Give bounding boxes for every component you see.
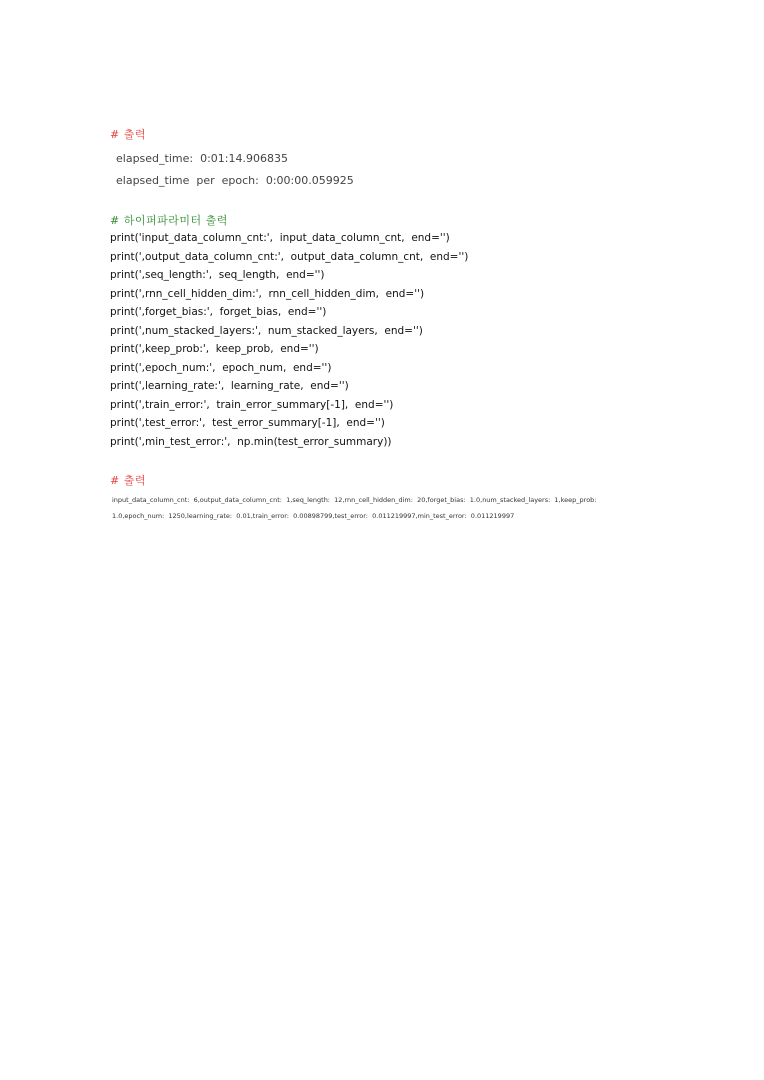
- code-line: print(',epoch_num:', epoch_num, end=''): [110, 361, 332, 374]
- elapsed-time-per-epoch-line: elapsed_time per epoch: 0:00:00.059925: [116, 174, 354, 187]
- hyperparameter-output: [112, 492, 657, 524]
- code-line: print(',forget_bias:', forget_bias, end=''): [110, 306, 327, 318]
- code-line: print(',rnn_cell_hidden_dim:', rnn_cell_hidden_dim, end=''): [110, 287, 425, 300]
- hyperparameter-comment: # 하이퍼파라미터 출력: [110, 214, 228, 227]
- output-comment-2: # 출력: [110, 474, 146, 487]
- code-line: print(',test_error:', test_error_summary[-1], end=''): [110, 417, 385, 429]
- code-line: print(',train_error:', train_error_summary[-1], end=''): [110, 398, 394, 411]
- code-line: print(',learning_rate:', learning_rate, end=''): [110, 380, 349, 392]
- elapsed-time-line: elapsed_time: 0:01:14.906835: [116, 152, 288, 165]
- code-line: print('input_data_column_cnt:', input_data_column_cnt, end=''): [110, 232, 450, 244]
- hyperparameter-code-block: [110, 229, 468, 451]
- code-line: print(',seq_length:', seq_length, end=''): [110, 269, 325, 281]
- output-line: input_data_column_cnt: 6,output_data_column_cnt: 1,seq_length: 12,rnn_cell_hidden_dim: 20,forget_bias: 1.0,num_stacked_layers: 1,keep_prob:: [112, 496, 597, 504]
- elapsed-time-output: [116, 148, 354, 192]
- code-line: print(',output_data_column_cnt:', output_data_column_cnt, end=''): [110, 250, 469, 263]
- output-line: 1.0,epoch_num: 1250,learning_rate: 0.01,train_error: 0.00898799,test_error: 0.011219997,min_test_error: 0.011219997: [112, 512, 515, 520]
- code-line: print(',num_stacked_layers:', num_stacked_layers, end=''): [110, 324, 423, 337]
- output-comment-1: # 출력: [110, 128, 146, 141]
- code-line: print(',keep_prob:', keep_prob, end=''): [110, 343, 319, 355]
- code-line: print(',min_test_error:', np.min(test_error_summary)): [110, 435, 392, 448]
